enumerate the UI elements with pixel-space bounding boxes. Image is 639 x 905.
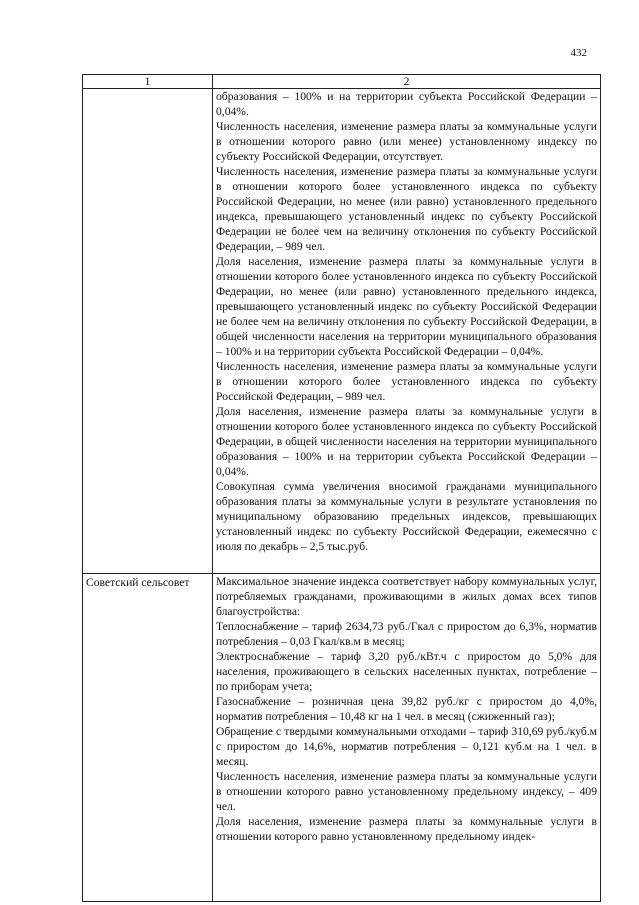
- page-number: 432: [570, 47, 587, 59]
- description-cell: [213, 574, 601, 902]
- column-header-1: 1: [83, 75, 213, 89]
- paragraph: Газоснабжение – розничная цена 39,82 руб./кг с приростом до 4,0%, норматив потребления – 10,48 кг на 1 чел. в месяц (сжиженный газ);: [216, 695, 597, 723]
- paragraph: Численность населения, изменение размера платы за коммунальные услуги в отношении которого более установленного индекса по субъекту Российской Федерации, но менее (или равно) установленного предельного индекса, превышающего установленный индекс по субъекту Российской Федерации не более чем на величину отклонения по субъекту Российской Федерации, – 989 чел.: [216, 165, 597, 253]
- region-cell: Советский сельсовет: [83, 574, 213, 902]
- description-cell: [213, 89, 601, 574]
- paragraph: Доля населения, изменение размера платы за коммунальные услуги в отношении которого равно установленному предельному индек-: [216, 815, 597, 843]
- paragraph: Теплоснабжение – тариф 2634,73 руб./Гкал с приростом до 6,3%, норматив потребления – 0,03 Гкал/кв.м в месяц;: [216, 620, 597, 648]
- paragraph: Доля населения, изменение размера платы за коммунальные услуги в отношении которого более установленного индекса по субъекту Российской Федерации, в общей численности населения на территории муниципального образования – 100% и на территории субъекта Российской Федерации – 0,04%.: [216, 405, 597, 478]
- paragraph: Совокупная сумма увеличения вносимой гражданами муниципального образования платы за коммунальные услуги в результате установления по муниципальному образованию предельных индексов, превышающих установленный индекс по субъекту Российской Федерации, ежемесячно с июля по декабрь – 2,5 тыс.руб.: [216, 480, 597, 553]
- paragraph: Электроснабжение – тариф 3,20 руб./кВт.ч с приростом до 5,0% для населения, проживающего в сельских населенных пунктах, потребление – по приборам учета;: [216, 650, 597, 693]
- column-header-2: 2: [213, 75, 601, 89]
- paragraph: Обращение с твердыми коммунальными отходами – тариф 310,69 руб./куб.м с приростом до 14,6%, норматив потребления – 0,121 куб.м на 1 чел. в месяц.: [216, 725, 597, 768]
- region-cell: [83, 89, 213, 574]
- document-table: [82, 74, 601, 902]
- table-row: [83, 89, 601, 574]
- paragraph: Численность населения, изменение размера платы за коммунальные услуги в отношении которого равно установленному предельному индексу, – 409 чел.: [216, 770, 597, 813]
- paragraph: Численность населения, изменение размера платы за коммунальные услуги в отношении которого более установленного индекса по субъекту Российской Федерации, – 989 чел.: [216, 360, 597, 403]
- paragraph: образования – 100% и на территории субъекта Российской Федерации – 0,04%.: [216, 90, 597, 118]
- table-header-row: [83, 75, 601, 89]
- paragraph: Максимальное значение индекса соответствует набору коммунальных услуг, потребляемых гражданами, проживающими в жилых домах всех типов благоустройства:: [216, 575, 597, 618]
- paragraph: Доля населения, изменение размера платы за коммунальные услуги в отношении которого более установленного индекса по субъекту Российской Федерации, но менее (или равно) установленного предельного индекса, превышающего установленный индекс по субъекту Российской Федерации не более чем на величину отклонения по субъекту Российской Федерации, в общей численности населения на территории муниципального образования – 100% и на территории субъекта Российской Федерации – 0,04%.: [216, 255, 597, 358]
- table-row: [83, 574, 601, 902]
- paragraph: Численность населения, изменение размера платы за коммунальные услуги в отношении которого равно (или менее) установленному индексу по субъекту Российской Федерации, отсутствует.: [216, 120, 597, 163]
